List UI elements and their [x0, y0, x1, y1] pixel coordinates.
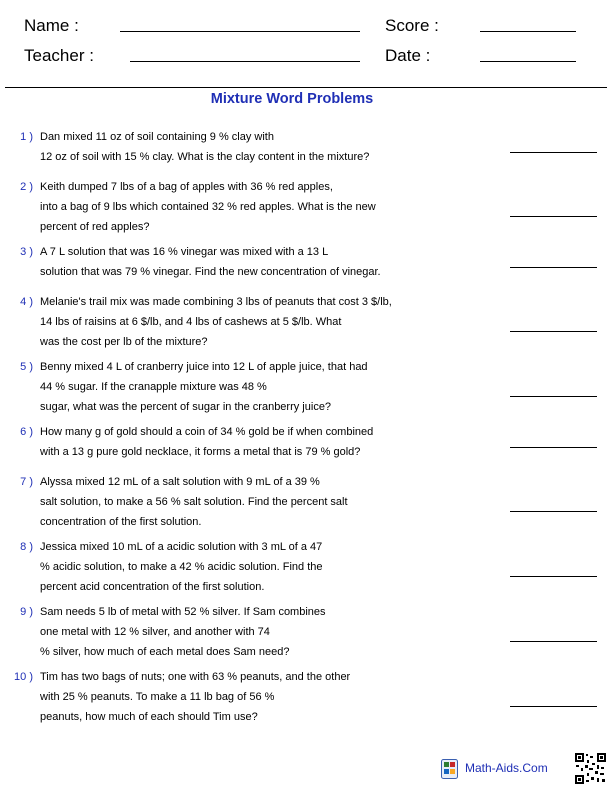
problem-text: Keith dumped 7 lbs of a bag of apples with 36 % red apples, into a bag of 9 lbs which contained 32 % red apples. What is the new percent of red apples? — [40, 181, 376, 233]
header-divider — [5, 87, 607, 88]
score-field-line[interactable] — [480, 31, 576, 32]
calculator-icon — [441, 759, 458, 779]
brand-link[interactable]: Math-Aids.Com — [465, 761, 548, 775]
problem-text: Benny mixed 4 L of cranberry juice into 12 L of apple juice, that had 44 % sugar. If the cranapple mixture was 48 % sugar, what was the percent of sugar in the cranberry juice? — [40, 361, 368, 413]
problem-number: 4 ) — [20, 296, 33, 308]
problem-text: Dan mixed 11 oz of soil containing 9 % clay with 12 oz of soil with 15 % clay. What is the clay content in the mixture? — [40, 131, 370, 163]
teacher-label: Teacher : — [24, 46, 94, 65]
answer-line[interactable] — [510, 576, 597, 577]
name-field-line[interactable] — [120, 31, 360, 32]
problem-number: 5 ) — [20, 361, 33, 373]
problem-number: 2 ) — [20, 181, 33, 193]
qr-code — [575, 753, 606, 784]
problem-number: 9 ) — [20, 606, 33, 618]
problem-text: Tim has two bags of nuts; one with 63 % peanuts, and the other with 25 % peanuts. To make a 11 lb bag of 56 % peanuts, how much of each should Tim use? — [40, 671, 351, 723]
answer-line[interactable] — [510, 706, 597, 707]
name-label: Name : — [24, 16, 79, 35]
problem-number: 8 ) — [20, 541, 33, 553]
answer-line[interactable] — [510, 152, 597, 153]
problem-text: Jessica mixed 10 mL of a acidic solution with 3 mL of a 47 % acidic solution, to make a 42 % acidic solution. Find the percent acid concentration of the first solution. — [40, 541, 323, 593]
answer-line[interactable] — [510, 396, 597, 397]
problem-number: 10 ) — [14, 671, 33, 683]
answer-line[interactable] — [510, 641, 597, 642]
problem-text: Sam needs 5 lb of metal with 52 % silver. If Sam combines one metal with 12 % silver, and another with 74 % silver, how much of each metal does Sam need? — [40, 606, 326, 658]
date-field-line[interactable] — [480, 61, 576, 62]
problem-text: Alyssa mixed 12 mL of a salt solution with 9 mL of a 39 % salt solution, to make a 56 % salt solution. Find the percent salt concentration of the first solution. — [40, 476, 348, 528]
score-label: Score : — [385, 16, 439, 35]
problem-number: 7 ) — [20, 476, 33, 488]
problem-number: 6 ) — [20, 426, 33, 438]
answer-line[interactable] — [510, 216, 597, 217]
problem-number: 1 ) — [20, 131, 33, 143]
answer-line[interactable] — [510, 447, 597, 448]
problem-text: How many g of gold should a coin of 34 % gold be if when combined with a 13 g pure gold necklace, it forms a metal that is 79 % gold? — [40, 426, 374, 458]
problem-text: Melanie's trail mix was made combining 3 lbs of peanuts that cost 3 $/lb, 14 lbs of raisins at 6 $/lb, and 4 lbs of cashews at 5 $/lb. What was the cost per lb of the mixture? — [40, 296, 392, 348]
problem-text: A 7 L solution that was 16 % vinegar was mixed with a 13 L solution that was 79 % vinegar. Find the new concentration of vinegar. — [40, 246, 381, 278]
answer-line[interactable] — [510, 331, 597, 332]
teacher-field-line[interactable] — [130, 61, 360, 62]
problem-number: 3 ) — [20, 246, 33, 258]
answer-line[interactable] — [510, 511, 597, 512]
date-label: Date : — [385, 46, 431, 65]
worksheet-title: Mixture Word Problems — [210, 91, 374, 107]
answer-line[interactable] — [510, 267, 597, 268]
